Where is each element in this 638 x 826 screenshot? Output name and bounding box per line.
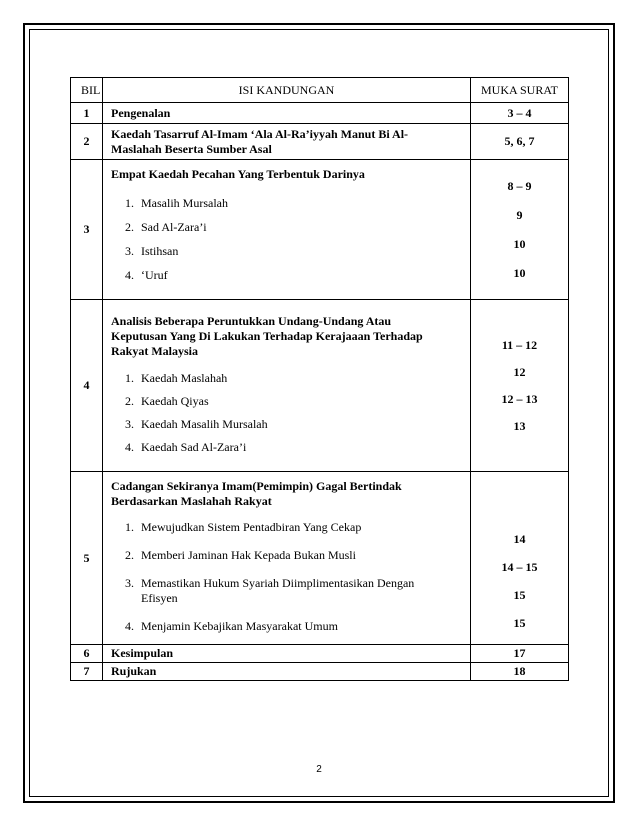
row-number: 7: [71, 663, 103, 681]
row-title: Pengenalan: [103, 103, 471, 124]
contents-table: [70, 77, 569, 681]
page-number: 2: [316, 764, 322, 775]
item-number: 4.: [125, 267, 134, 282]
item-text: ‘Uruf: [141, 267, 168, 282]
item-number: 1.: [125, 195, 134, 210]
sub-item-list: [111, 371, 462, 455]
item-text: [141, 576, 414, 606]
row-pages: 5, 6, 7: [471, 124, 569, 160]
list-item: [125, 220, 462, 235]
row-pages: [471, 300, 569, 472]
item-text: Sad Al-Zara’i: [141, 219, 207, 234]
item-number: 2.: [125, 394, 134, 408]
row-pages: 17: [471, 645, 569, 663]
page-entry: 15: [513, 587, 526, 602]
page-entry: 10: [513, 236, 526, 251]
item-number: 1.: [125, 519, 134, 534]
table-row: [71, 663, 569, 681]
item-text: Mewujudkan Sistem Pentadbiran Yang Cekap: [141, 519, 362, 534]
row-pages: [471, 160, 569, 300]
page-entry: 15: [513, 615, 526, 630]
row-title: Rujukan: [103, 663, 471, 681]
item-number: 3.: [125, 417, 134, 431]
row-title: Empat Kaedah Pecahan Yang Terbentuk Darinya: [111, 166, 365, 181]
page-entry: 12: [513, 364, 526, 379]
item-text: Kaedah Masalih Mursalah: [141, 417, 268, 431]
list-item: [125, 244, 462, 259]
row-title-line: Keputusan Yang Di Lakukan Terhadap Kerajaaan Terhadap: [111, 329, 423, 343]
header-muka-surat: MUKA SURAT: [471, 78, 569, 103]
row-content: [103, 472, 471, 645]
item-number: 2.: [125, 219, 134, 234]
row-number: 1: [71, 103, 103, 124]
item-number: 2.: [125, 547, 134, 562]
page-entry: 12 – 13: [501, 391, 538, 406]
table-header-row: [71, 78, 569, 103]
row-title: [103, 124, 471, 160]
item-text: Menjamin Kebajikan Masyarakat Umum: [141, 618, 338, 633]
item-text: Masalih Mursalah: [141, 195, 228, 210]
page-entry: 8 – 9: [507, 178, 532, 193]
item-number: 4.: [125, 618, 134, 633]
row-number: 2: [71, 124, 103, 160]
row-title-line: Berdasarkan Maslahah Rakyat: [111, 493, 272, 508]
row-title-line: Kaedah Tasarruf Al-Imam ‘Ala Al-Ra’iyyah Manut Bi Al-: [111, 126, 409, 141]
sub-item-list: [111, 520, 462, 634]
table-row: [71, 645, 569, 663]
row-number: 5: [71, 472, 103, 645]
row-title: [111, 479, 462, 509]
item-text-line: Efisyen: [141, 590, 178, 605]
list-item: [125, 576, 462, 606]
header-isi-kandungan: ISI KANDUNGAN: [103, 78, 471, 103]
table-row: [71, 160, 569, 300]
row-title: Kesimpulan: [103, 645, 471, 663]
row-content: [103, 160, 471, 300]
item-text: Istihsan: [141, 243, 179, 258]
item-number: 3.: [125, 575, 134, 590]
row-number: 6: [71, 645, 103, 663]
item-number: 1.: [125, 371, 134, 385]
row-title-line: Maslahah Beserta Sumber Asal: [111, 141, 272, 156]
list-item: [125, 520, 462, 535]
list-item: [125, 440, 462, 455]
page-entry: 9: [516, 207, 523, 222]
page-entry: 10: [513, 265, 526, 280]
list-item: [125, 548, 462, 563]
sub-item-list: [111, 196, 462, 283]
list-item: [125, 417, 462, 432]
item-text-line: Memastikan Hukum Syariah Diimplimentasikan Dengan: [141, 575, 415, 590]
list-item: [125, 268, 462, 283]
page-entry: 13: [513, 418, 526, 433]
item-text: Kaedah Sad Al-Zara’i: [141, 440, 247, 454]
row-pages: 3 – 4: [471, 103, 569, 124]
header-bil: BIL: [71, 78, 103, 103]
row-pages: 18: [471, 663, 569, 681]
row-title-line: Analisis Beberapa Peruntukkan Undang-Undang Atau: [111, 314, 392, 328]
item-text: Kaedah Qiyas: [141, 394, 209, 408]
row-title-line: Rakyat Malaysia: [111, 344, 198, 358]
table-row: [71, 472, 569, 645]
table-row: [71, 103, 569, 124]
row-number: 3: [71, 160, 103, 300]
table-row: [71, 124, 569, 160]
row-pages: [471, 472, 569, 645]
item-text: Memberi Jaminan Hak Kepada Bukan Musli: [141, 547, 356, 562]
table-row: [71, 300, 569, 472]
item-number: 3.: [125, 243, 134, 258]
row-title-line: Cadangan Sekiranya Imam(Pemimpin) Gagal Bertindak: [111, 478, 402, 493]
page-entry: 11 – 12: [501, 337, 538, 352]
item-text: Kaedah Maslahah: [141, 371, 228, 385]
item-number: 4.: [125, 440, 134, 454]
list-item: [125, 196, 462, 211]
list-item: [125, 394, 462, 409]
list-item: [125, 619, 462, 634]
list-item: [125, 371, 462, 386]
row-title: [111, 314, 462, 359]
page-entry: 14 – 15: [501, 559, 538, 574]
row-number: 4: [71, 300, 103, 472]
row-content: [103, 300, 471, 472]
page-entry: 14: [513, 531, 526, 546]
